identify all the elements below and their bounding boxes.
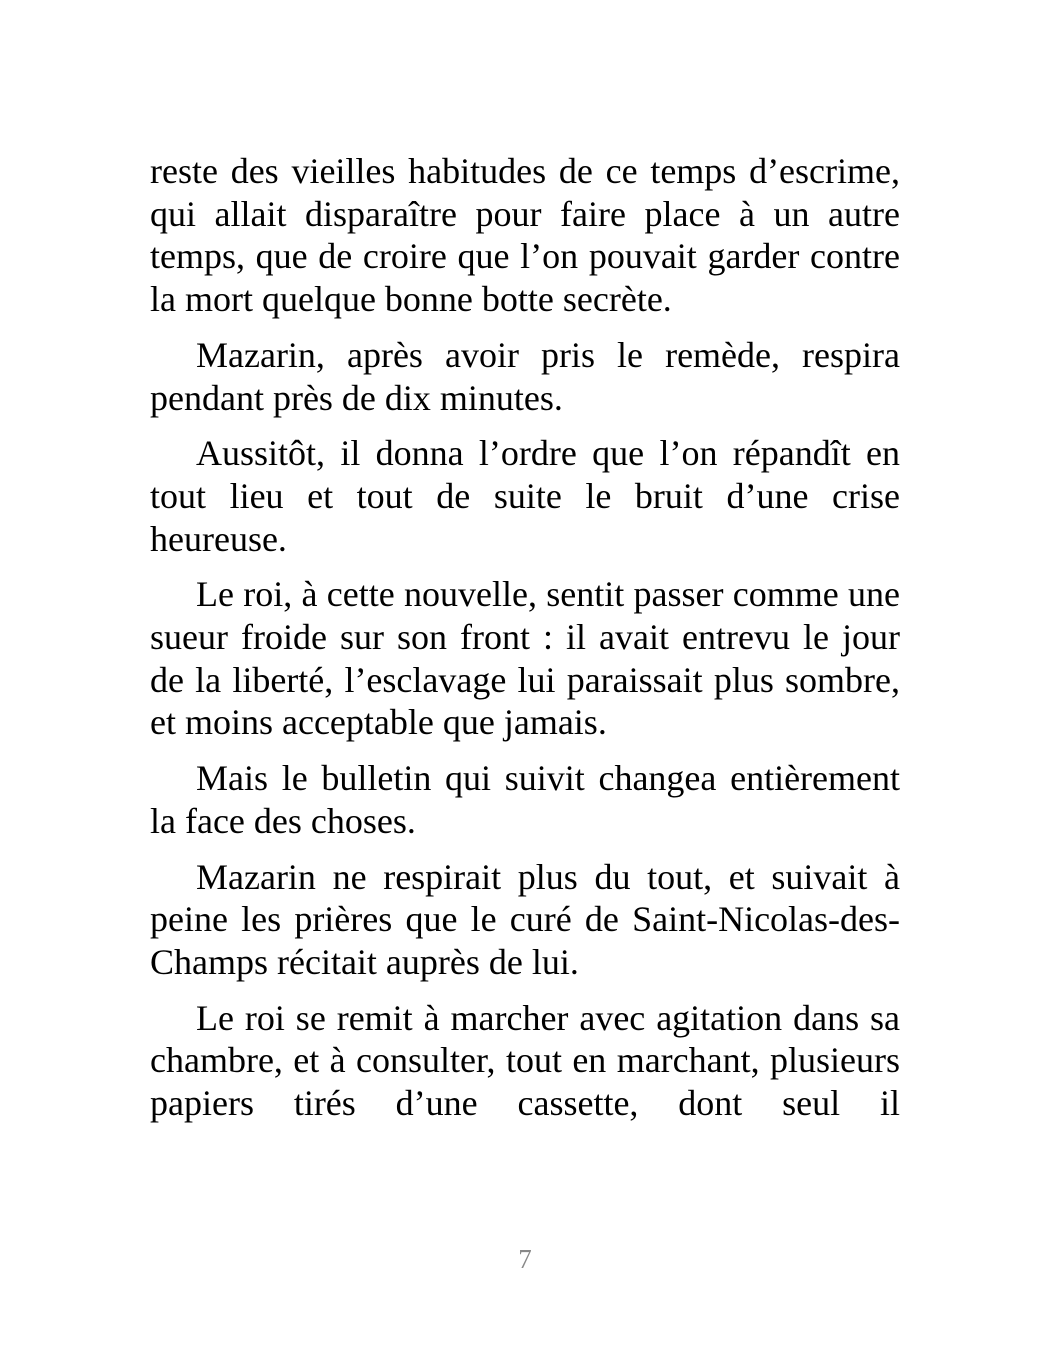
paragraph: Mais le bulletin qui suivit changea entièrement la face des choses. bbox=[150, 758, 900, 841]
paragraph-cut-off: Le roi se remit à marcher avec agitation dans sa chambre, et à consulter, tout en marchant, plusieurs papiers tirés d’une cassette, dont seul il bbox=[150, 997, 900, 1124]
paragraph-continuation: reste des vieilles habitudes de ce temps d’escrime, qui allait disparaître pour faire place à un autre temps, que de croire que l’on pouvait garder contre la mort quelque bonne botte secrète. bbox=[150, 151, 900, 320]
paragraph: Mazarin, après avoir pris le remède, respira pendant près de dix minutes. bbox=[150, 334, 900, 418]
paragraph: Le roi, à cette nouvelle, sentit passer comme une sueur froide sur son front : il avait entrevu le jour de la liberté, l’esclavage lui paraissait plus sombre, et moins acceptable que jamais. bbox=[150, 574, 900, 743]
page-body bbox=[150, 150, 900, 1138]
paragraph: Aussitôt, il donna l’ordre que l’on répandît en tout lieu et tout de suite le bruit d’une crise heureuse. bbox=[150, 433, 900, 559]
page-number: 7 bbox=[518, 1244, 532, 1274]
paragraph: Mazarin ne respirait plus du tout, et suivait à peine les prières que le curé de Saint-Nicolas-des-Champs récitait auprès de lui. bbox=[150, 856, 900, 982]
